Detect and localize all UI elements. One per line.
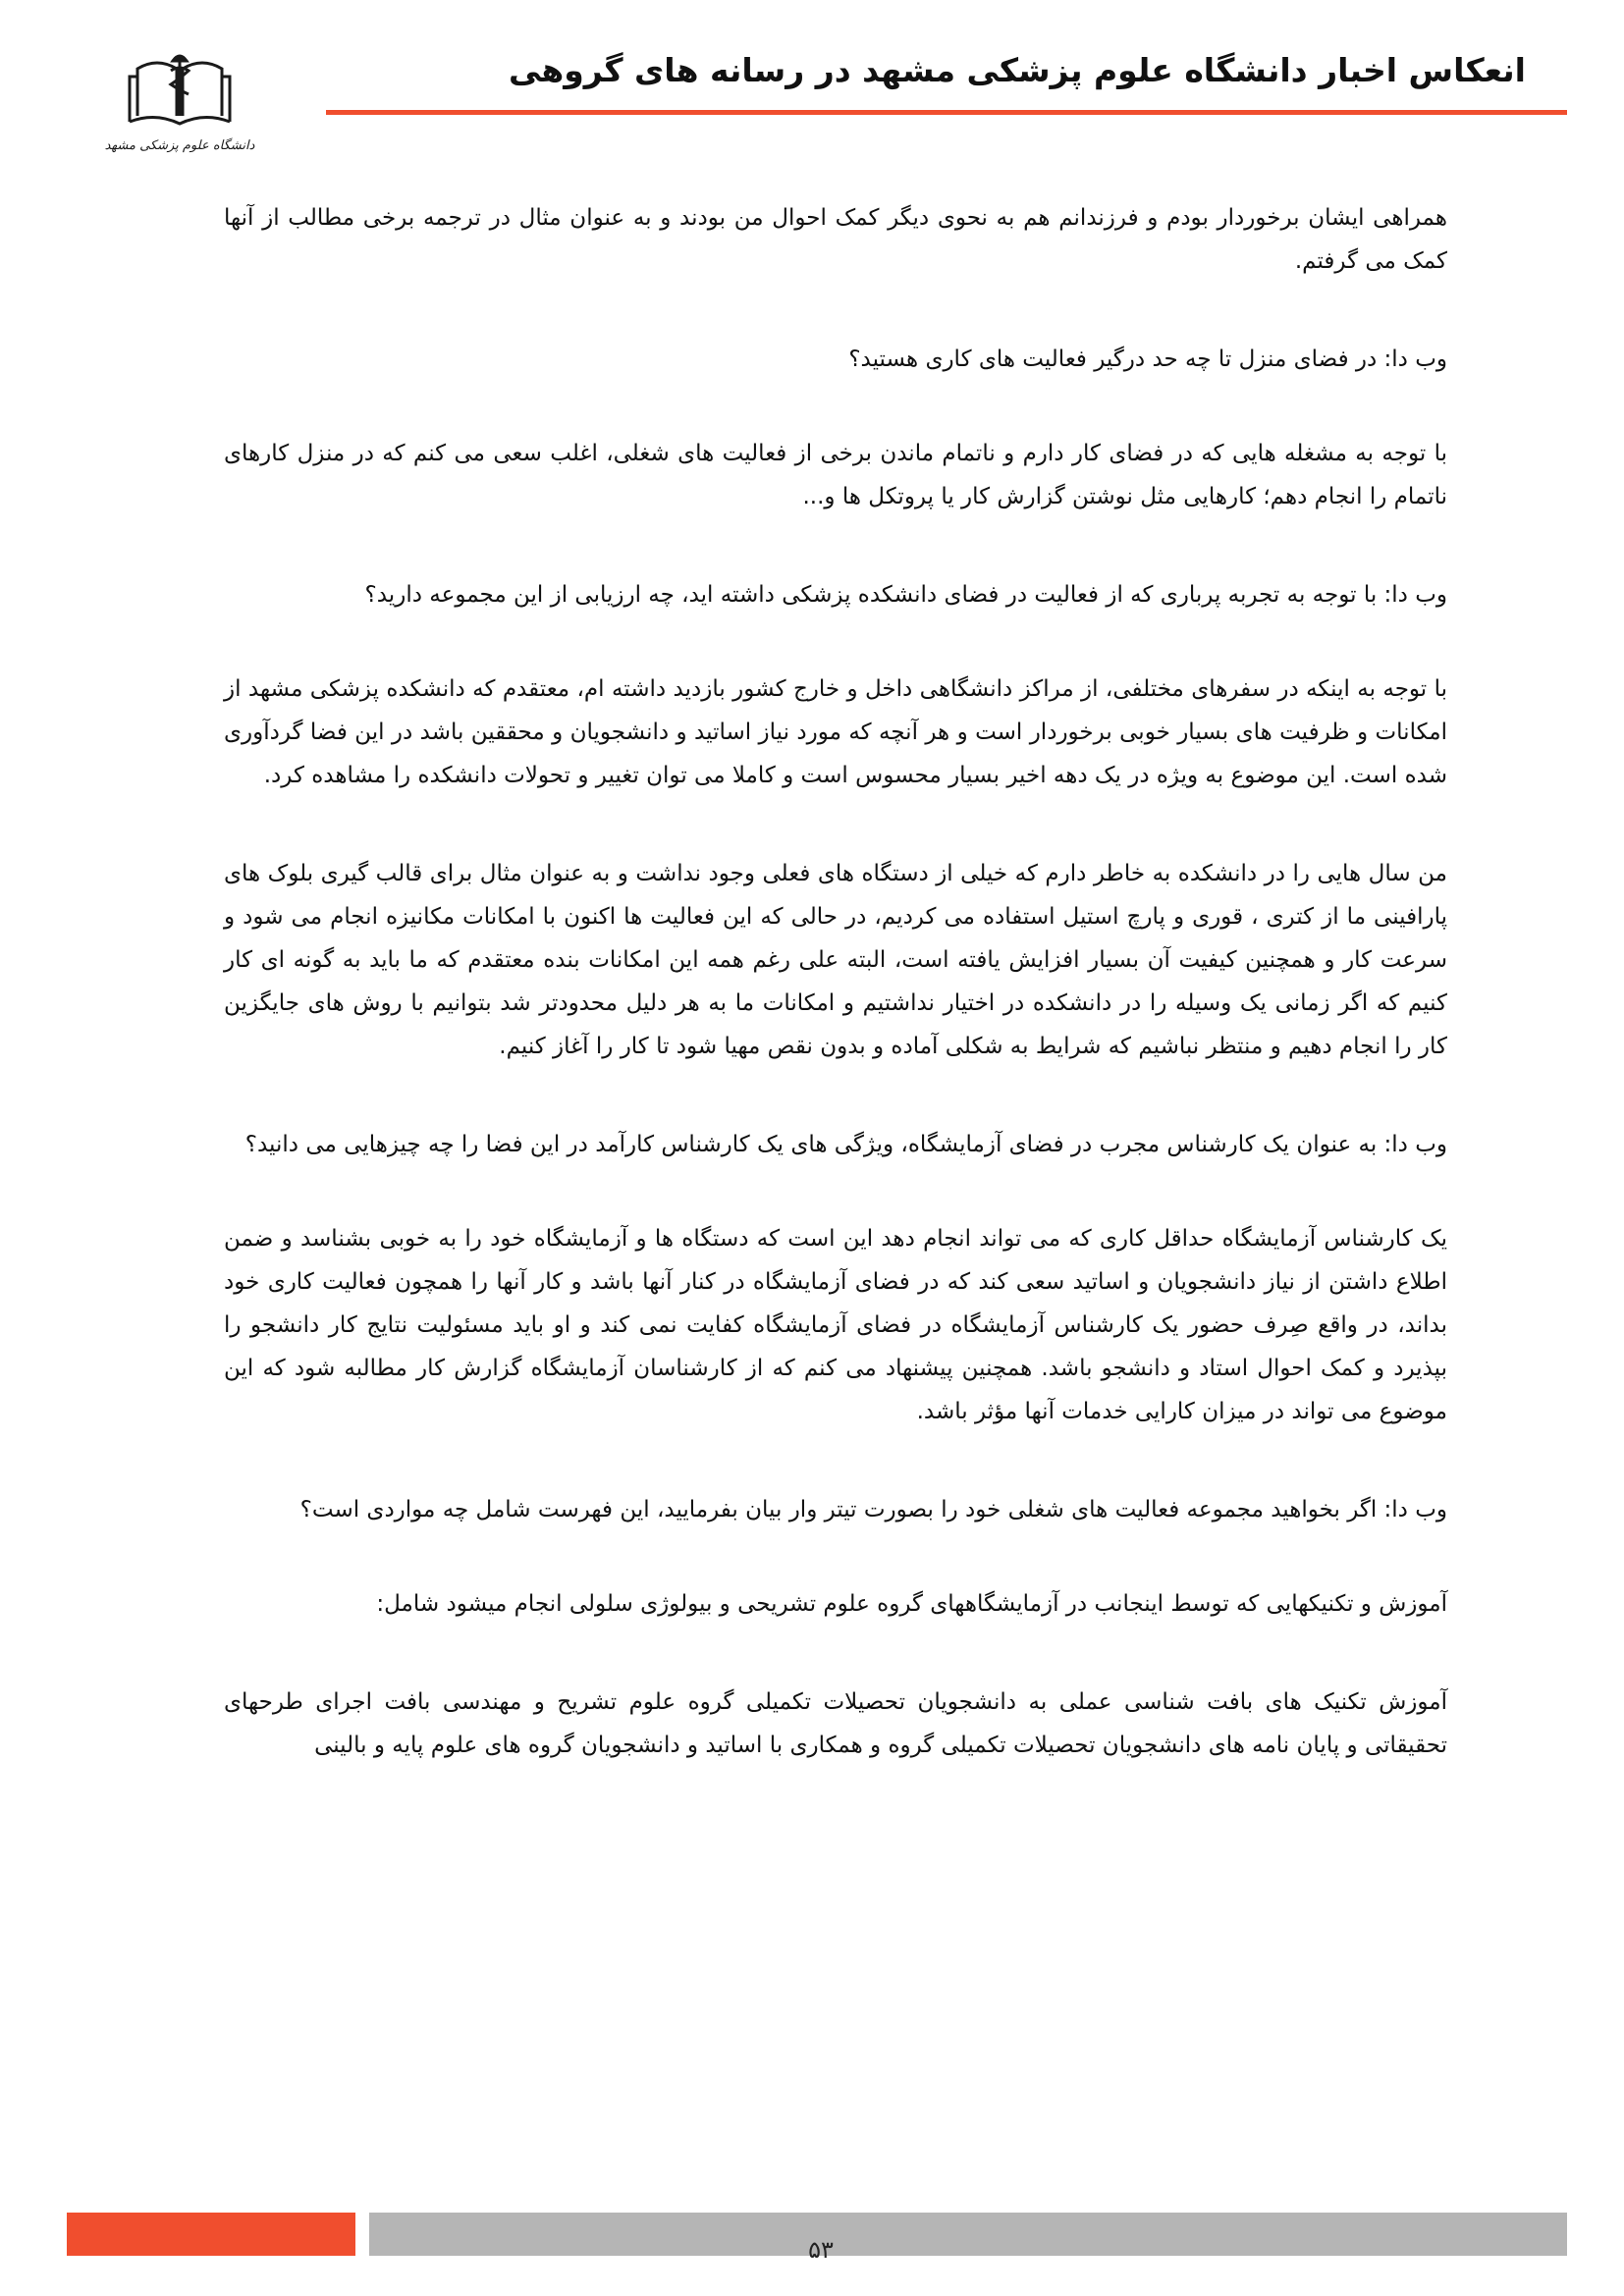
question-faculty-assessment: وب دا: با توجه به تجربه پرباری که از فعالیت در فضای دانشکده پزشکی داشته اید، چه ارزیابی از این مجموعه دارید؟ xyxy=(364,582,1447,608)
question-lab-expert: وب دا: به عنوان یک کارشناس مجرب در فضای آزمایشگاه، ویژگی های یک کارشناس کارآمد در این فضا را چه چیزهایی می دانید؟ xyxy=(244,1132,1447,1157)
answer-faculty-assessment: با توجه به اینکه در سفرهای مختلفی، از مراکز دانشگاهی داخل و خارج کشور بازدید داشته ام، معتقدم که دانشکده پزشکی مشهد از امکانات و ظرفیت های بسیار خوبی برخوردار است و هر آنچه که مورد نیاز اساتید و دانشجویان و محققین باشد در این فضا گردآوری شده است. این موضوع به ویژه در یک دهه اخیر بسیار محسوس است و کاملا می توان تغییر و تحولات دانشکده را مشاهده کرد. xyxy=(224,676,1447,788)
paragraph-past-memories: من سال هایی را در دانشکده به خاطر دارم که خیلی از دستگاه های فعلی وجود نداشت و به عنوان مثال برای قالب گیری بلوک های پارافینی ما از کتری ، قوری و پارچ استیل استفاده می کردیم، در حالی که این فعالیت ها اکنون با امکانات مکانیزه انجام می شود و سرعت کار و همچنین کیفیت آن بسیار افزایش یافته است، البته علی رغم همه این امکانات بنده معتقدم که ما باید به گونه ای کار کنیم که اگر زمانی یک وسیله را در دانشکده در اختیار نداشتیم و امکانات ما به هر دلیل محدودتر شد بتوانیم با روش های جایگزین کار را انجام دهیم و منتظر نباشیم که شرایط به شکلی آماده و بدون نقص مهیا شود تا کار را آغاز کنیم. xyxy=(224,861,1447,1059)
page-header-title: انعکاس اخبار دانشگاه علوم پزشکی مشهد در رسانه های گروهی xyxy=(509,51,1526,89)
article-body xyxy=(224,196,1447,1822)
answer-activity-training: آموزش تکنیک های بافت شناسی عملی به دانشجویان تحصیلات تکمیلی گروه علوم تشریح و مهندسی بافت اجرای طرحهای تحقیقاتی و پایان نامه های دانشجویان تحصیلات تکمیلی گروه و همکاری با اساتید و دانشجویان گروه های علوم پایه و بالینی xyxy=(224,1689,1447,1758)
university-logo xyxy=(104,39,255,167)
question-activity-list: وب دا: اگر بخواهید مجموعه فعالیت های شغلی خود را بصورت تیتر وار بیان بفرمایید، این فهرست شامل چه مواردی است؟ xyxy=(299,1497,1447,1522)
question-home-work: وب دا: در فضای منزل تا چه حد درگیر فعالیت های کاری هستید؟ xyxy=(848,347,1447,372)
answer-activity-intro: آموزش و تکنیکهایی که توسط اینجانب در آزمایشگاههای گروه علوم تشریحی و بیولوژی سلولی انجام میشود شامل: xyxy=(376,1591,1447,1617)
paragraph-intro-continuation: همراهی ایشان برخوردار بودم و فرزندانم هم به نحوی دیگر کمک احوال من بودند و به عنوان مثال در ترجمه برخی مطالب از آنها کمک می گرفتم. xyxy=(224,205,1447,274)
header-divider xyxy=(326,110,1567,115)
answer-home-work: با توجه به مشغله هایی که در فضای کار دارم و ناتمام ماندن برخی از فعالیت های شغلی، اغلب سعی می کنم که در منزل کارهای ناتمام را انجام دهم؛ کارهایی مثل نوشتن گزارش کار یا پروتکل ها و... xyxy=(224,441,1447,509)
footer-accent-bar xyxy=(67,2213,355,2256)
page-number: ۵۳ xyxy=(808,2236,834,2264)
footer-gray-bar xyxy=(369,2213,1567,2256)
answer-lab-expert: یک کارشناس آزمایشگاه حداقل کاری که می تواند انجام دهد این است که دستگاه ها و آزمایشگاه خود را به خوبی بشناسد و ضمن اطلاع داشتن از نیاز دانشجویان و اساتید سعی کند که در فضای آزمایشگاه در کنار آنها باشد و کار آنها را همچون فعالیت کاری خود بداند، در واقع صِرف حضور یک کارشناس آزمایشگاه در فضای آزمایشگاه کفایت نمی کند و او باید مسئولیت نتایج کار دانشجو را بپذیرد و کمک احوال استاد و دانشجو باشد. همچنین پیشنهاد می کنم که از کارشناسان آزمایشگاه گزارش کار مطالبه شود که این موضوع می تواند در میزان کارایی خدمات آنها مؤثر باشد. xyxy=(224,1226,1447,1424)
logo-caption: دانشگاه علوم پزشکی مشهد xyxy=(104,138,255,153)
